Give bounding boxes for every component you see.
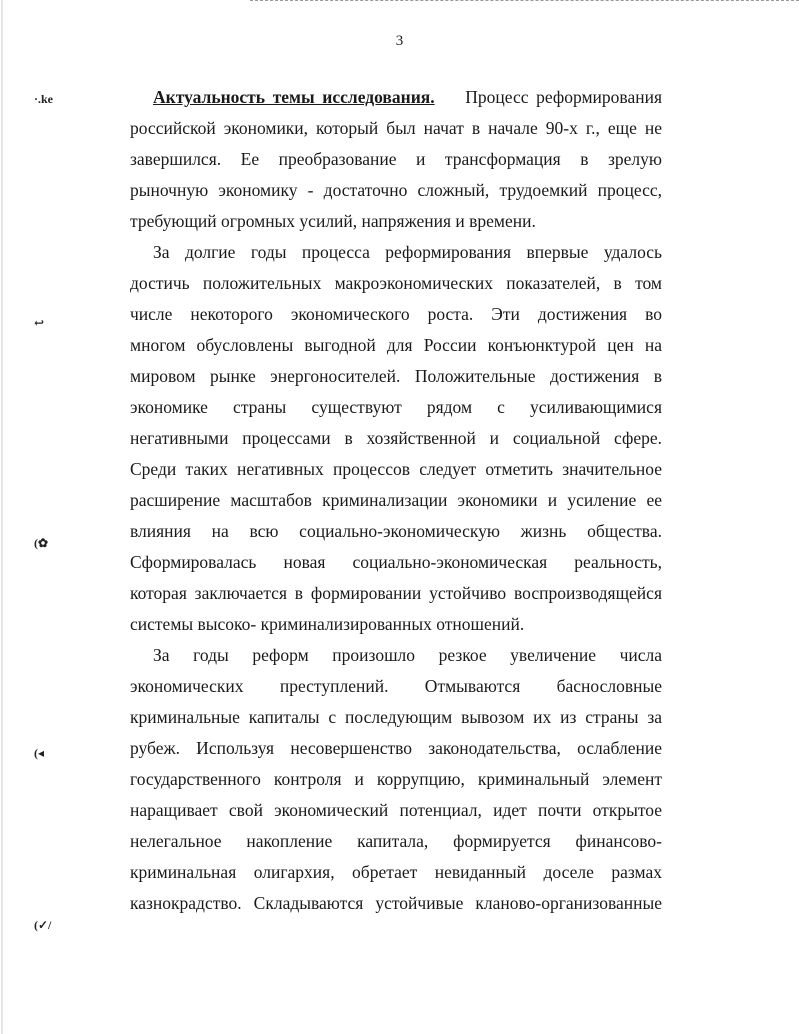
paragraph-line: рубеж. Используя несовершенство законодательства, ослабление — [130, 738, 662, 758]
paragraph-line — [153, 86, 662, 117]
paragraph-line: системы высоко- криминализированных отношений. — [130, 614, 525, 634]
paragraph-line: российской экономики, который был начат в начале 90-х г., еще не — [130, 118, 662, 138]
paragraph-line: негативными процессами в хозяйственной и социальной сфере. — [130, 428, 662, 448]
paragraph-line: многом обусловлены выгодной для России конъюнктурой цен на — [130, 335, 662, 355]
paragraph-line: криминальные капиталы с последующим вывозом их из страны за — [130, 707, 662, 727]
paragraph-line: которая заключается в формировании устойчиво воспроизводящейся — [130, 583, 662, 603]
paragraph-line: числе некоторого экономического роста. Эти достижения во — [130, 304, 662, 324]
paragraph-line: Сформировалась новая социально-экономическая реальность, — [130, 552, 662, 572]
paragraph-line: наращивает свой экономический потенциал, идет почти открытое — [130, 800, 662, 820]
page-number: 3 — [395, 33, 404, 49]
paragraph-line: За долгие годы процесса реформирования впервые удалось — [153, 242, 662, 262]
margin-mark: (✿ — [34, 536, 49, 550]
paragraph-line: государственного контроля и коррупцию, криминальный элемент — [130, 769, 662, 789]
scan-top-edge — [250, 0, 799, 5]
paragraph-text: Процесс реформирования — [465, 87, 662, 107]
paragraph-line: завершился. Ее преобразование и трансформация в зрелую — [130, 149, 662, 169]
paragraph-line: требующий огромных усилий, напряжения и времени. — [130, 211, 536, 231]
paragraph-line: влияния на всю социально-экономическую жизнь общества. — [130, 521, 662, 541]
margin-mark: (✓/ — [34, 918, 52, 932]
paragraph-line: рыночную экономику - достаточно сложный, трудоемкий процесс, — [130, 180, 662, 200]
paragraph-line: Среди таких негативных процессов следует отметить значительное — [130, 459, 662, 479]
paragraph-line: экономике страны существуют рядом с усиливающимися — [130, 397, 662, 417]
scan-left-edge — [1, 0, 3, 1034]
section-heading: Актуальность темы исследования. — [153, 87, 435, 107]
paragraph-line: мировом рынке энергоносителей. Положительные достижения в — [130, 366, 662, 386]
paragraph-line: казнокрадство. Складываются устойчивые кланово-организованные — [130, 893, 662, 913]
paragraph-line: криминальная олигархия, обретает невиданный доселе размах — [130, 862, 662, 882]
margin-mark: ↩ — [34, 316, 45, 330]
margin-mark: ·.ke — [34, 92, 54, 106]
paragraph-line: расширение масштабов криминализации экономики и усиление ее — [130, 490, 662, 510]
paragraph-line: экономических преступлений. Отмываются баснословные — [130, 676, 662, 696]
paragraph-line: достичь положительных макроэкономических показателей, в том — [130, 273, 662, 293]
paragraph-line: За годы реформ произошло резкое увеличение числа — [153, 645, 662, 665]
paragraph-line: нелегальное накопление капитала, формируется финансово- — [130, 831, 662, 851]
margin-mark: (◂ — [34, 746, 45, 760]
